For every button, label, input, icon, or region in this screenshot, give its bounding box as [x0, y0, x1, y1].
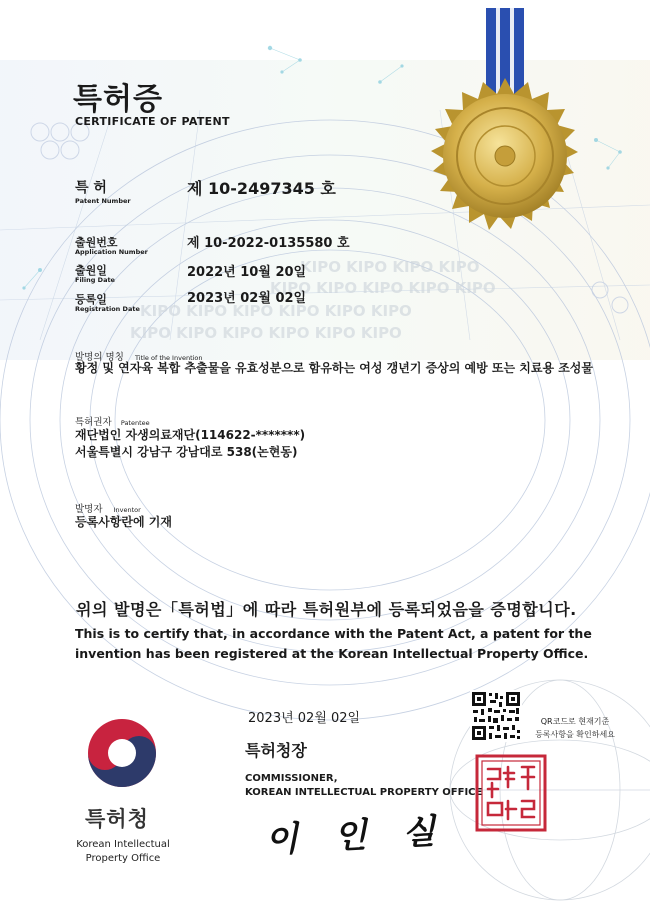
application-number-label: 출원번호	[75, 236, 118, 249]
inventor-value: 등록사항란에 기재	[75, 515, 172, 529]
patent-number-value: 제 10-2497345 호	[187, 179, 336, 198]
filing-date-value: 2022년 10월 20일	[187, 265, 307, 280]
office-logo-ko: 특허청	[85, 807, 149, 831]
patentee-name: 재단법인 자생의료재단(114622-*******)	[75, 428, 306, 442]
patentee-address: 서울특별시 강남구 강남대로 538(논현동)	[75, 445, 298, 459]
qr-note-line2: 등록사항을 확인하세요	[535, 730, 615, 739]
certificate-title-ko: 특허증	[73, 82, 163, 117]
commissioner-en-line2: KOREAN INTELLECTUAL PROPERTY OFFICE	[245, 787, 483, 798]
registration-date-value: 2023년 02월 02일	[187, 291, 307, 306]
registration-date-label: 등록일	[75, 293, 107, 306]
application-number-value: 제 10-2022-0135580 호	[187, 236, 350, 251]
patentee-label: 특허권자	[75, 417, 112, 428]
svg-text:KIPO KIPO KIPO KIPO KIPO: KIPO KIPO KIPO KIPO KIPO KIPO	[140, 302, 412, 320]
signature: 이 인 실	[264, 811, 449, 861]
issue-date: 2023년 02월 02일	[248, 711, 361, 726]
official-seal-stamp	[474, 753, 548, 833]
application-number-label-en: Application Number	[75, 248, 148, 256]
invention-label: 발명의 명칭	[75, 352, 124, 363]
inventor-label: 발명자	[75, 504, 103, 515]
invention-title: 황정 및 연자육 복합 추출물을 유효성분으로 함유하는 여성 갱년기 증상의 예방 또는 치료용 조성물	[75, 361, 593, 375]
certification-statement-en: This is to certify that, in accordance with the Patent Act, a patent for the invention has been registered at the Korean Intellectual Property Office.	[75, 626, 592, 661]
filing-date-label-en: Filing Date	[75, 276, 115, 284]
office-logo-en-line1: Korean Intellectual	[76, 839, 170, 850]
qr-note	[525, 715, 625, 741]
patent-number-label-en: Patent Number	[75, 197, 131, 205]
office-logo-en	[60, 838, 186, 866]
qr-code[interactable]	[470, 690, 522, 742]
commissioner-en-line1: COMMISSIONER,	[245, 773, 338, 784]
patentee-label-en: Patentee	[120, 419, 150, 427]
office-logo-en-line2: Property Office	[85, 853, 161, 864]
commissioner-title-ko: 특허청장	[245, 741, 307, 760]
commissioner-title-en	[245, 772, 482, 800]
taegeuk-logo-icon	[85, 716, 159, 790]
registration-date-label-en: Registration Date	[75, 305, 140, 313]
patent-number-label: 특 허	[75, 180, 107, 196]
certificate-title-en: CERTIFICATE OF PATENT	[75, 115, 230, 128]
certification-statement-ko: 위의 발명은「특허법」에 따라 특허원부에 등록되었음을 증명합니다.	[76, 600, 577, 619]
inventor-label-en: Inventor	[113, 506, 141, 514]
qr-note-line1: QR코드로 현재기준	[540, 717, 610, 726]
svg-text:KIPO KIPO KIPO KIPO: KIPO KIPO KIPO KIPO	[300, 258, 480, 276]
filing-date-label: 출원일	[75, 264, 107, 277]
svg-text:KIPO KIPO KIPO KIPO KIPO: KIPO KIPO KIPO KIPO KIPO KIPO	[130, 324, 402, 342]
svg-text:KIPO KIPO KIPO KIPO KIPO: KIPO KIPO KIPO KIPO KIPO	[270, 279, 496, 297]
invention-label-en: Title of the Invention	[135, 354, 203, 362]
